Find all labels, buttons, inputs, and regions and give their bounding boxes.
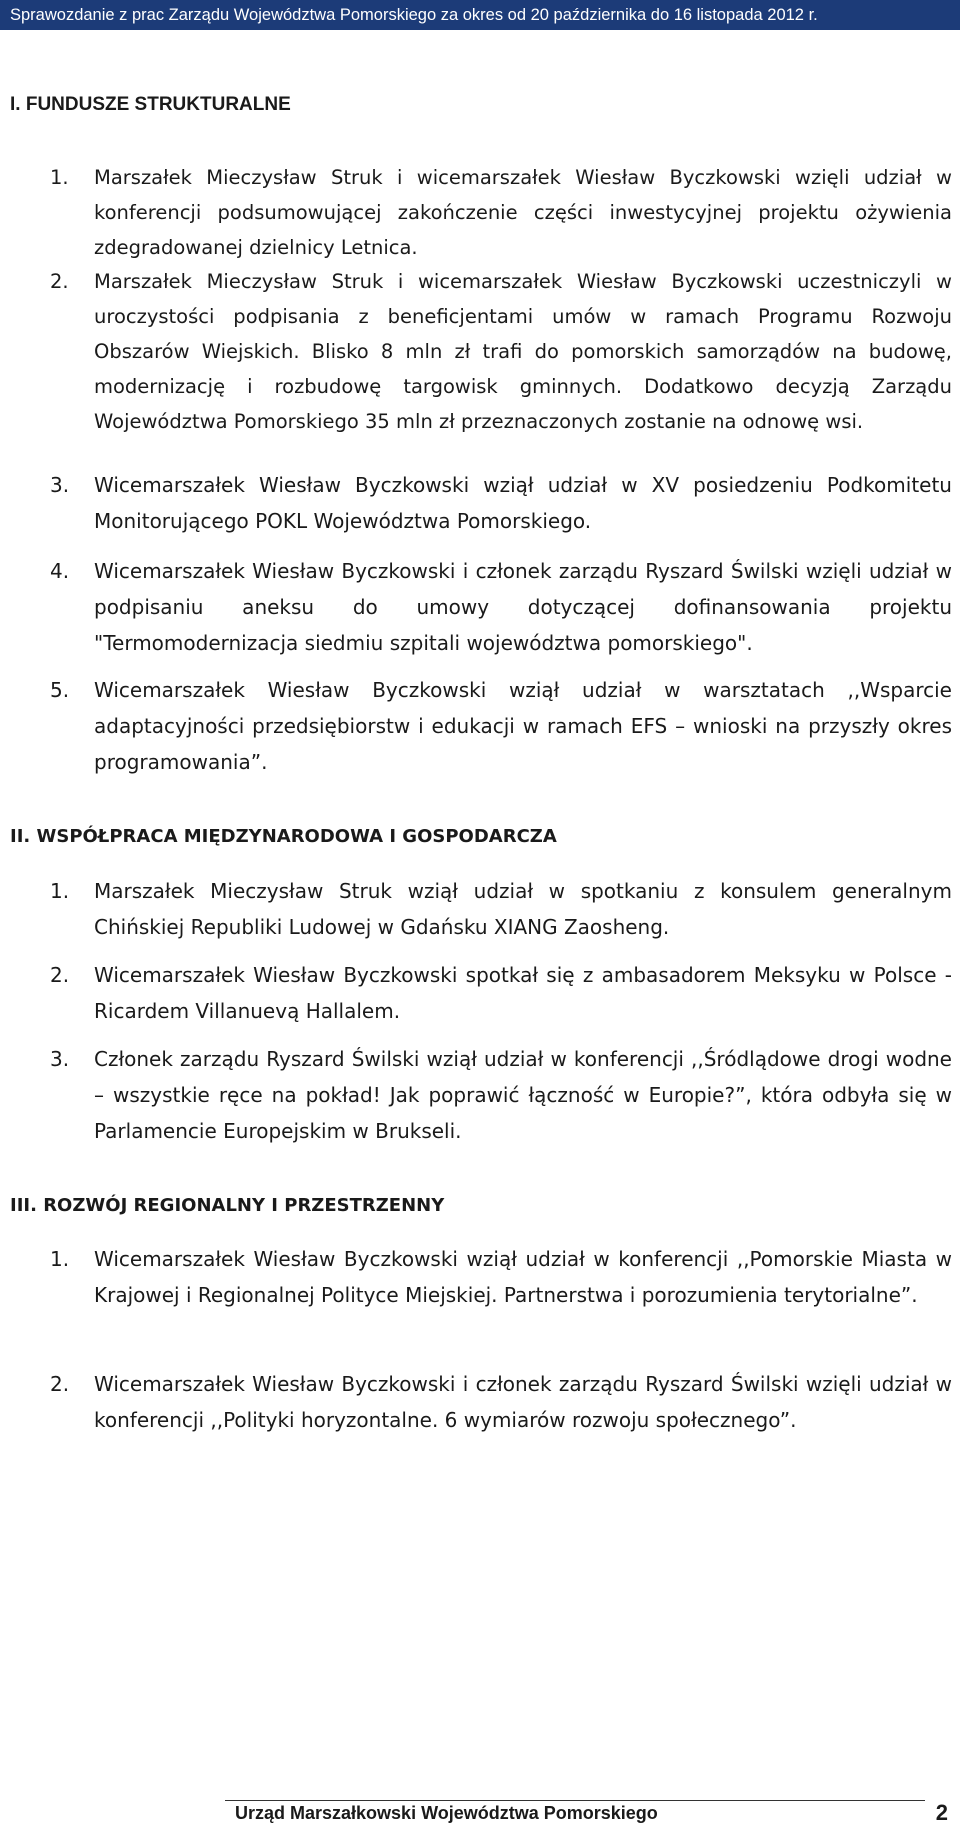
section-title-wspolpraca: II. WSPÓŁPRACA MIĘDZYNARODOWA I GOSPODARCZA	[10, 826, 557, 847]
page-header: Sprawozdanie z prac Zarządu Województwa Pomorskiego za okres od 20 października do 16 listopada 2012 r.	[0, 0, 960, 30]
item-text: Wicemarszałek Wiesław Byczkowski i członek zarządu Ryszard Świlski wzięli udział w podpisaniu aneksu do umowy dotyczącej dofinansowania projektu "Termomodernizacja siedmiu szpitali województwa pomorskiego".	[94, 559, 952, 655]
item-number: 2.	[50, 270, 69, 293]
footer-text: Urząd Marszałkowski Województwa Pomorskiego	[235, 1803, 658, 1823]
item-text: Marszałek Mieczysław Struk wziął udział w spotkaniu z konsulem generalnym Chińskiej Republiki Ludowej w Gdańsku XIANG Zaosheng.	[94, 879, 952, 939]
item-number: 3.	[50, 1047, 70, 1071]
item-number: 4.	[50, 559, 70, 583]
item-text: Wicemarszałek Wiesław Byczkowski wziął udział w XV posiedzeniu Podkomitetu Monitorującego POKL Województwa Pomorskiego.	[94, 473, 952, 533]
list-item	[50, 1041, 952, 1149]
item-number: 1.	[50, 1247, 70, 1271]
item-text: Marszałek Mieczysław Struk i wicemarszałek Wiesław Byczkowski wzięli udział w konferencji podsumowującej zakończenie części inwestycyjnej projektu ożywienia zdegradowanej dzielnicy Letnica.	[94, 166, 952, 259]
item-number: 3.	[50, 473, 70, 497]
list-item	[50, 1241, 952, 1313]
item-number: 2.	[50, 963, 70, 987]
list-item	[50, 467, 952, 539]
item-number: 5.	[50, 678, 70, 702]
page-number: 2	[935, 1800, 948, 1825]
list-item	[50, 1366, 952, 1438]
list-item	[50, 957, 952, 1029]
list-item	[50, 873, 952, 945]
item-text: Wicemarszałek Wiesław Byczkowski wziął udział w konferencji ,,Pomorskie Miasta w Krajowej i Regionalnej Polityce Miejskiej. Partnerstwa i porozumienia terytorialne”.	[94, 1247, 952, 1307]
item-text: Członek zarządu Ryszard Świlski wziął udział w konferencji ,,Śródlądowe drogi wodne – wszystkie ręce na pokład! Jak poprawić łączność w Europie?”, która odbyła się w Parlamencie Europejskim w Brukseli.	[94, 1047, 952, 1143]
item-number: 1.	[50, 879, 70, 903]
list-item	[50, 553, 952, 661]
item-text: Wicemarszałek Wiesław Byczkowski wziął udział w warsztatach ,,Wsparcie adaptacyjności przedsiębiorstw i edukacji w ramach EFS – wnioski na przyszły okres programowania”.	[94, 678, 952, 774]
item-text: Marszałek Mieczysław Struk i wicemarszałek Wiesław Byczkowski uczestniczyli w uroczystości podpisania z beneficjentami umów w ramach Programu Rozwoju Obszarów Wiejskich. Blisko 8 mln zł trafi do pomorskich samorządów na budowę, modernizację i rozbudowę targowisk gminnych. Dodatkowo decyzją Zarządu Województwa Pomorskiego 35 mln zł przeznaczonych zostanie na odnowę wsi.	[94, 270, 952, 433]
item-number: 2.	[50, 1372, 70, 1396]
item-text: Wicemarszałek Wiesław Byczkowski i członek zarządu Ryszard Świlski wzięli udział w konferencji ,,Polityki horyzontalne. 6 wymiarów rozwoju społecznego”.	[94, 1372, 952, 1432]
footer-divider	[225, 1800, 925, 1801]
list-item	[50, 264, 952, 439]
item-text: Wicemarszałek Wiesław Byczkowski spotkał się z ambasadorem Meksyku w Polsce - Ricardem Villanuevą Hallalem.	[94, 963, 952, 1023]
list-item	[50, 160, 952, 265]
item-number: 1.	[50, 166, 69, 189]
section-title-fundusze: I. FUNDUSZE STRUKTURALNE	[10, 94, 291, 115]
list-item	[50, 672, 952, 780]
section-title-rozwoj: III. ROZWÓJ REGIONALNY I PRZESTRZENNY	[10, 1195, 445, 1216]
